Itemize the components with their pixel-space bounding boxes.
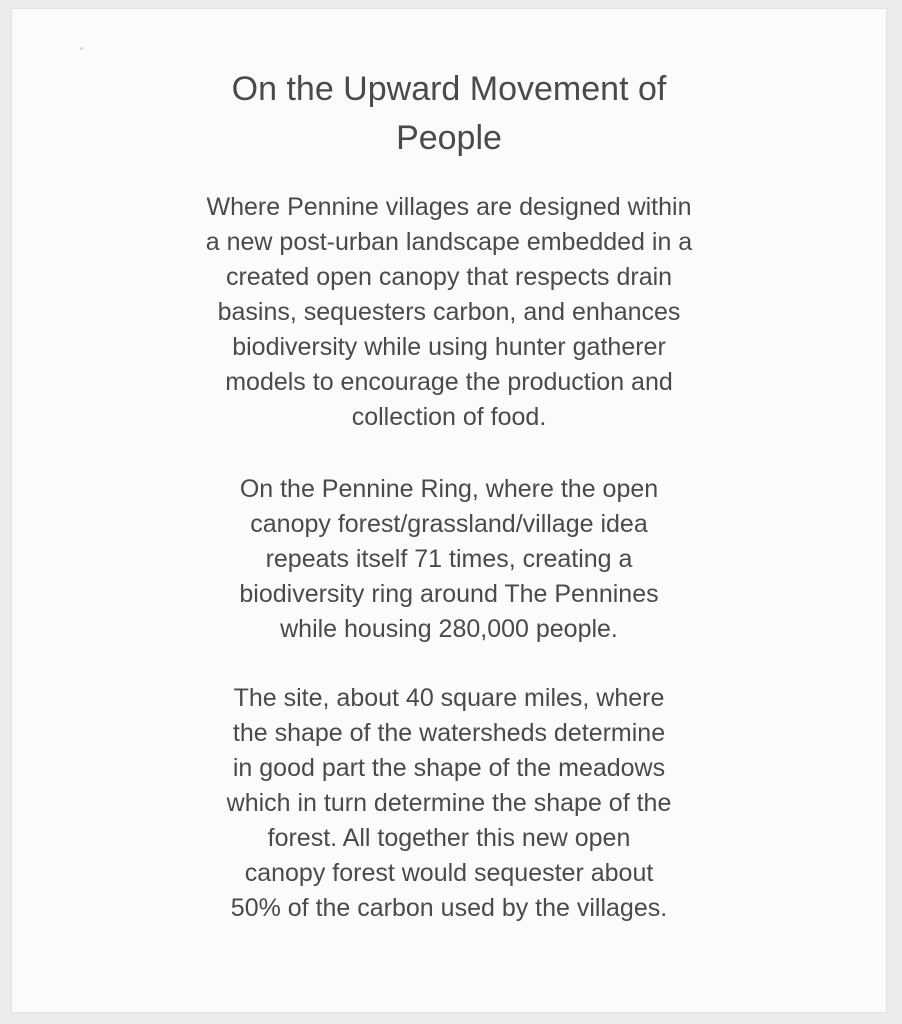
paragraph-site (12, 681, 886, 926)
text-line: while housing 280,000 people. (280, 615, 618, 643)
text-line: On the Pennine Ring, where the open (239, 475, 659, 503)
title-line: People (396, 119, 502, 157)
text-line: canopy forest would sequester about (244, 859, 654, 887)
text-line: biodiversity while using hunter gatherer (232, 333, 666, 361)
text-line: The site, about 40 square miles, where (233, 684, 665, 712)
text-line: which in turn determine the shape of the (226, 789, 672, 817)
text-line: models to encourage the production and (225, 368, 673, 396)
text-line: collection of food. (351, 403, 547, 431)
text-line: repeats itself 71 times, creating a (265, 545, 633, 573)
paragraph-villages (12, 190, 886, 435)
title-line: On the Upward Movement of (231, 70, 667, 108)
text-line: forest. All together this new open (267, 824, 631, 852)
text-line: 50% of the carbon used by the villages. (230, 894, 668, 922)
text-line: a new post-urban landscape embedded in a (205, 228, 693, 256)
text-line: Where Pennine villages are designed within (206, 193, 692, 221)
text-line: the shape of the watersheds determine (232, 719, 666, 747)
text-line: in good part the shape of the meadows (232, 754, 666, 782)
paper-sheet (12, 9, 886, 1012)
text-line: basins, sequesters carbon, and enhances (217, 298, 681, 326)
text-line: canopy forest/grassland/village idea (250, 510, 648, 538)
page-title (12, 65, 886, 163)
paragraph-pennine-ring (12, 472, 886, 647)
text-line: biodiversity ring around The Pennines (239, 580, 659, 608)
text-line: created open canopy that respects drain (225, 263, 673, 291)
paper-speck (80, 47, 83, 50)
